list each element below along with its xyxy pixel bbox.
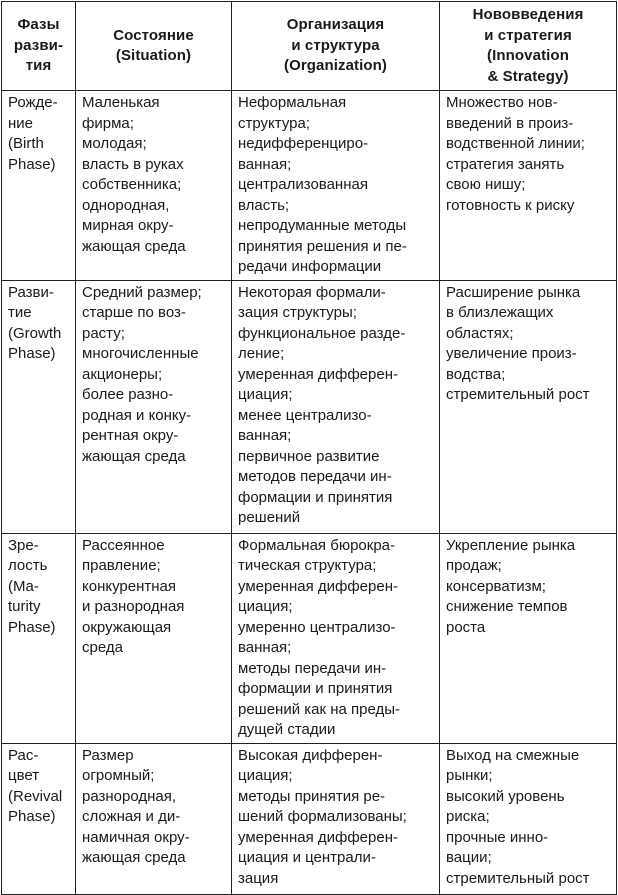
cell-line: формации и принятия — [238, 488, 393, 506]
cell-line: консерватизм; — [446, 577, 546, 595]
cell-line: (Birth — [8, 135, 44, 152]
cell-line: стремительный рост — [446, 869, 590, 887]
cell-line: Рас- — [8, 746, 39, 764]
cell-line: Множество нов- — [446, 94, 558, 111]
cell-line: методов передачи ин- — [238, 468, 392, 485]
cell-line: дущей стадии — [238, 721, 336, 738]
cell-line: многочисленные — [82, 345, 199, 362]
cell-line: прочные инно- — [446, 828, 549, 846]
cell-line: циация; — [238, 767, 293, 784]
cell-line: зация структуры; — [238, 304, 357, 321]
cell-line: умеренно централизо- — [238, 618, 396, 636]
cell-line: Нововведения — [472, 6, 584, 23]
cell-line: Организация — [286, 16, 385, 34]
cell-line: готовность к риску — [446, 196, 575, 214]
cell-line: методы принятия ре- — [238, 787, 386, 805]
cell-line: циация; — [238, 386, 293, 403]
cell-line: Высокая дифферен- — [238, 746, 383, 764]
cell-line: власть в руках — [82, 155, 184, 173]
cell-line: снижение темпов — [446, 598, 568, 615]
cell-line: Рассеянное — [82, 536, 165, 554]
phase-cell — [2, 533, 76, 743]
cell-line: разнородная, — [82, 787, 177, 805]
header-strategy — [440, 2, 617, 91]
cell-line: жающая среда — [82, 237, 186, 255]
cell-line: родная и конку- — [82, 406, 192, 424]
cell-line: собственника; — [82, 176, 182, 193]
cell-line: циация; — [238, 598, 293, 615]
cell-line: Укрепление рынка — [446, 536, 576, 554]
cell-line: Phase) — [8, 808, 56, 825]
organization-cell — [232, 533, 440, 743]
cell-line: тическая структура; — [238, 557, 377, 574]
cell-line: Зре- — [8, 536, 39, 554]
cell-line: умеренная дифферен- — [238, 365, 398, 383]
cell-line: риска; — [446, 808, 490, 825]
cell-line: однородная, — [82, 196, 170, 214]
cell-line: (Organization) — [283, 57, 388, 75]
cell-line: введений в произ- — [446, 114, 574, 132]
cell-line: ванная; — [238, 155, 292, 173]
cell-line: высокий уровень — [446, 787, 565, 805]
cell-line: тия — [25, 57, 52, 75]
cell-line: Выход на смежные — [446, 746, 580, 764]
cell-line: продаж; — [446, 557, 502, 574]
cell-line: тие — [8, 304, 32, 321]
cell-line: циация и централи- — [238, 849, 376, 866]
cell-line: ванная; — [238, 639, 292, 656]
cell-line: свою нишу; — [446, 176, 526, 193]
cell-line: умеренная дифферен- — [238, 577, 398, 595]
situation-cell — [76, 91, 232, 281]
table-row-revival — [2, 743, 617, 894]
cell-line: формации и принятия — [238, 680, 393, 697]
cell-line: Некоторая формали- — [238, 283, 386, 301]
cell-line: Формальная бюрокра- — [238, 536, 395, 554]
header-phase — [2, 2, 76, 91]
cell-line: зация — [238, 869, 279, 887]
cell-line: методы передачи ин- — [238, 659, 387, 677]
cell-line: (Situation) — [115, 47, 192, 64]
cell-line: Phase) — [8, 155, 56, 173]
situation-cell — [76, 280, 232, 533]
cell-line: власть; — [238, 196, 290, 214]
cell-line: расту; — [82, 324, 125, 342]
cell-line: сложная и ди- — [82, 808, 181, 825]
cell-line: правление; — [82, 557, 161, 574]
strategy-cell — [440, 743, 617, 894]
cell-line: акционеры; — [82, 365, 163, 383]
cell-line: (Innovation — [487, 47, 569, 64]
cell-line: лость — [8, 557, 48, 574]
organization-cell — [232, 91, 440, 281]
cell-line: непродуманные методы — [238, 217, 407, 234]
cell-line: областях; — [446, 324, 514, 342]
table-row-growth — [2, 280, 617, 533]
cell-line: огромный; — [82, 767, 155, 784]
cell-line: Phase) — [8, 345, 56, 362]
cell-line: стратегия занять — [446, 155, 565, 173]
cell-line: (Ma- — [8, 577, 39, 595]
cell-line: увеличение произ- — [446, 345, 577, 362]
header-organization — [232, 2, 440, 91]
cell-line: Phase) — [8, 618, 56, 636]
phase-cell — [2, 743, 76, 894]
table-row-birth — [2, 91, 617, 281]
cell-line: (Growth — [8, 324, 62, 342]
situation-cell — [76, 743, 232, 894]
cell-line: рентная окру- — [82, 427, 179, 444]
cell-line: решений — [238, 509, 301, 526]
strategy-cell — [440, 533, 617, 743]
cell-line: водственной линии; — [446, 135, 585, 152]
situation-cell — [76, 533, 232, 743]
cell-line: ние — [8, 114, 34, 132]
cell-line: окружающая — [82, 618, 172, 636]
strategy-cell — [440, 91, 617, 281]
cell-line: мирная окру- — [82, 217, 174, 234]
cell-line: структура; — [238, 114, 310, 132]
cell-line: в близлежащих — [446, 304, 554, 321]
organization-cell — [232, 743, 440, 894]
cell-line: намичная окру- — [82, 828, 190, 846]
header-row — [2, 2, 617, 91]
cell-line: жающая среда — [82, 849, 186, 866]
phase-cell — [2, 91, 76, 281]
cell-line: turity — [8, 598, 41, 615]
cell-line: вации; — [446, 849, 492, 866]
cell-line: умеренная дифферен- — [238, 828, 398, 846]
cell-line: конкурентная — [82, 577, 177, 595]
cell-line: рынки; — [446, 767, 493, 784]
cell-line: Расширение рынка — [446, 283, 581, 301]
cell-line: Фазы — [17, 16, 60, 34]
cell-line: решений как на преды- — [238, 700, 401, 718]
cell-line: Рожде- — [8, 94, 58, 111]
cell-line: недифференциро- — [238, 135, 369, 152]
cell-line: централизованная — [238, 176, 368, 193]
cell-line: шений формализованы; — [238, 808, 407, 825]
cell-line: Маленькая — [82, 94, 160, 111]
phases-table — [1, 1, 617, 895]
cell-line: ление; — [238, 345, 285, 362]
phase-cell — [2, 280, 76, 533]
cell-line: роста — [446, 618, 486, 636]
cell-line: и структура — [291, 36, 380, 54]
header-situation — [76, 2, 232, 91]
cell-line: функциональное разде- — [238, 324, 406, 342]
cell-line: и стратегия — [484, 26, 572, 44]
cell-line: & Strategy) — [487, 67, 569, 85]
cell-line: ванная; — [238, 427, 292, 444]
cell-line: водства; — [446, 365, 506, 383]
cell-line: цвет — [8, 767, 40, 784]
cell-line: менее централизо- — [238, 406, 372, 424]
cell-line: Разви- — [8, 283, 54, 301]
cell-line: Средний размер; — [82, 283, 202, 301]
cell-line: молодая; — [82, 135, 147, 152]
cell-line: первичное развитие — [238, 447, 380, 465]
table-row-maturity — [2, 533, 617, 743]
cell-line: (Revival — [8, 787, 63, 805]
cell-line: разви- — [13, 36, 64, 54]
cell-line: Состояние — [113, 26, 194, 44]
cell-line: редачи информации — [238, 258, 382, 275]
cell-line: среда — [82, 639, 123, 656]
cell-line: принятия решения и пе- — [238, 237, 407, 255]
cell-line: жающая среда — [82, 447, 186, 465]
cell-line: фирма; — [82, 114, 134, 132]
cell-line: стремительный рост — [446, 386, 590, 403]
cell-line: Неформальная — [238, 94, 347, 111]
cell-line: Размер — [82, 746, 134, 764]
strategy-cell — [440, 280, 617, 533]
organization-cell — [232, 280, 440, 533]
cell-line: более разно- — [82, 386, 174, 403]
cell-line: старше по воз- — [82, 304, 186, 321]
cell-line: и разнородная — [82, 598, 185, 615]
